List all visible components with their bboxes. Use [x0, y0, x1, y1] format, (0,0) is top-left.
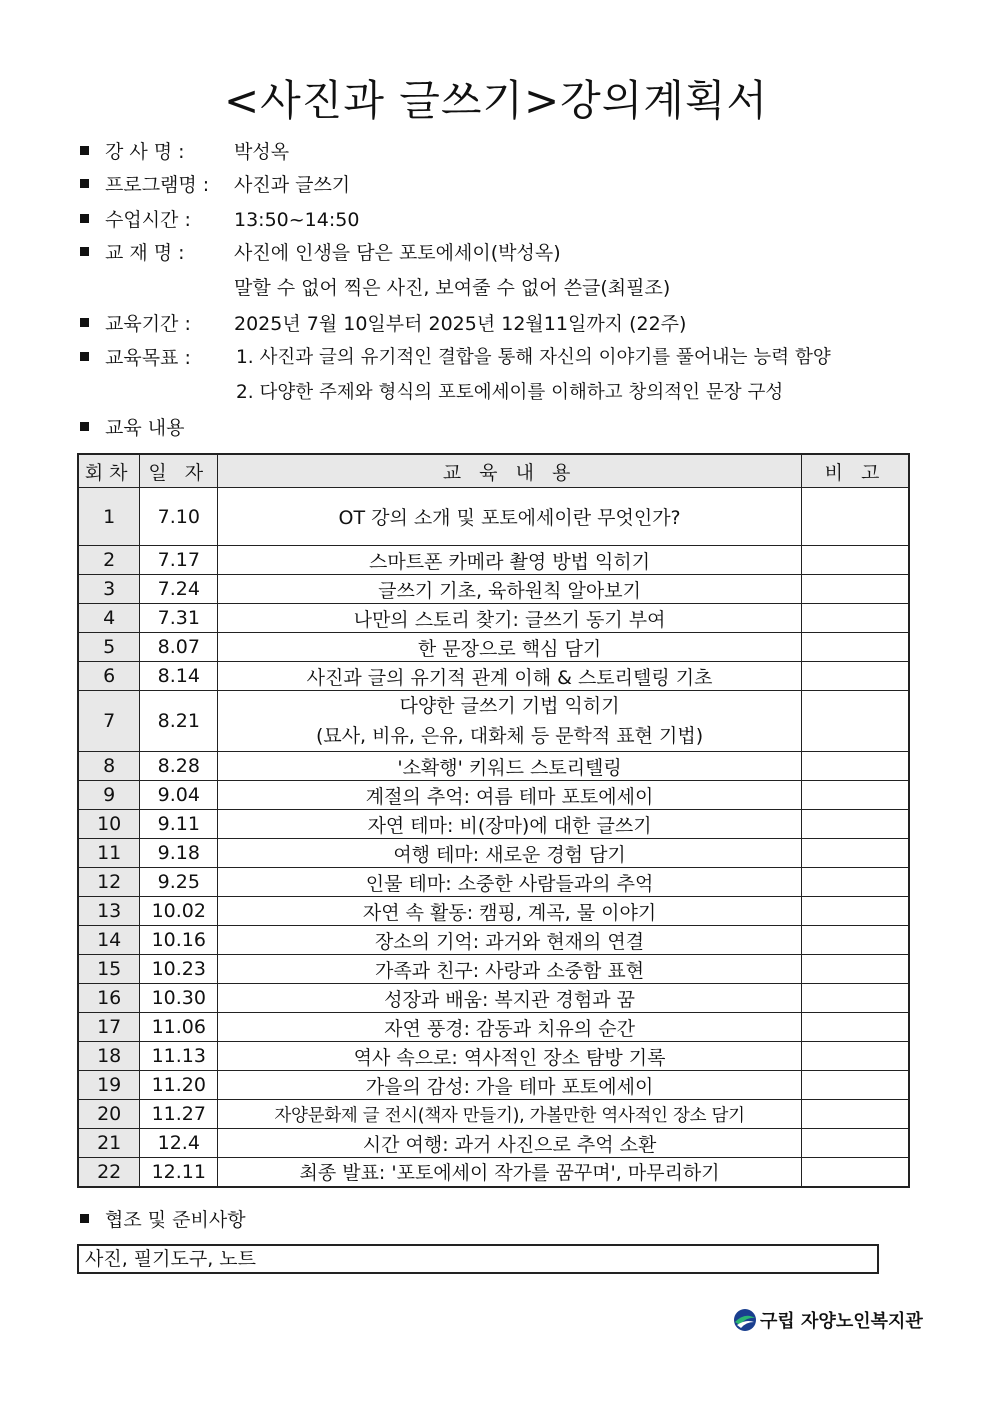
- session-number: 18: [78, 1042, 140, 1071]
- program-label: 프로그램명 :: [105, 174, 210, 196]
- bullet-icon: [80, 318, 89, 327]
- session-date: 8.14: [140, 662, 218, 691]
- textbook-value-2: 말할 수 없어 찍은 사진, 보여줄 수 없어 쓴글(최필조): [234, 277, 671, 299]
- session-note: [801, 488, 909, 546]
- session-content: 역사 속으로: 역사적인 장소 탐방 기록: [218, 1042, 802, 1071]
- table-row: [78, 488, 909, 546]
- goal-row: [80, 343, 225, 373]
- session-note: [801, 781, 909, 810]
- table-row: [78, 1042, 909, 1071]
- header-content: 교 육 내 용: [218, 454, 802, 488]
- bullet-icon: [80, 214, 89, 223]
- session-date: 8.07: [140, 633, 218, 662]
- session-content: 스마트폰 카메라 촬영 방법 익히기: [218, 546, 802, 575]
- session-content: 자양문화제 글 전시(책자 만들기), 가볼만한 역사적인 장소 담기: [218, 1100, 802, 1129]
- session-note: [801, 955, 909, 984]
- table-row: [78, 691, 909, 752]
- session-date: 10.02: [140, 897, 218, 926]
- session-note: [801, 839, 909, 868]
- session-content: 성장과 배움: 복지관 경험과 꿈: [218, 984, 802, 1013]
- session-content: 최종 발표: '포토에세이 작가를 꿈꾸며', 마무리하기: [218, 1158, 802, 1187]
- table-row: [78, 926, 909, 955]
- session-content: 사진과 글의 유기적 관계 이해 & 스토리텔링 기초: [218, 662, 802, 691]
- table-row: [78, 781, 909, 810]
- table-row: [78, 752, 909, 781]
- content-heading: 교육 내용: [105, 417, 185, 439]
- session-note: [801, 1013, 909, 1042]
- session-content-line-1: 다양한 글쓰기 기법 익히기: [399, 695, 620, 717]
- session-number: 15: [78, 955, 140, 984]
- table-row: [78, 1013, 909, 1042]
- bullet-icon: [80, 352, 89, 361]
- session-date: 9.11: [140, 810, 218, 839]
- program-row: [80, 170, 225, 200]
- session-note: [801, 633, 909, 662]
- table-row: [78, 810, 909, 839]
- table-row: [78, 897, 909, 926]
- session-number: 11: [78, 839, 140, 868]
- bullet-icon: [80, 422, 89, 431]
- session-number: 4: [78, 604, 140, 633]
- session-number: 17: [78, 1013, 140, 1042]
- session-date: 10.30: [140, 984, 218, 1013]
- session-number: 14: [78, 926, 140, 955]
- session-number: 13: [78, 897, 140, 926]
- bullet-icon: [80, 146, 89, 155]
- time-label: 수업시간 :: [105, 209, 191, 231]
- session-note: [801, 575, 909, 604]
- session-note: [801, 752, 909, 781]
- textbook-row: [80, 238, 225, 268]
- session-note: [801, 1100, 909, 1129]
- table-row: [78, 839, 909, 868]
- goal-value-1: 1. 사진과 글의 유기적인 결합을 통해 자신의 이야기를 풀어내는 능력 함양: [236, 347, 831, 368]
- table-row: [78, 984, 909, 1013]
- table-row: [78, 1129, 909, 1158]
- table-row: [78, 955, 909, 984]
- session-content: [218, 691, 802, 752]
- session-number: 16: [78, 984, 140, 1013]
- table-row: [78, 546, 909, 575]
- session-note: [801, 662, 909, 691]
- session-date: 10.16: [140, 926, 218, 955]
- session-note: [801, 546, 909, 575]
- table-row: [78, 1100, 909, 1129]
- bullet-icon: [80, 247, 89, 256]
- session-number: 19: [78, 1071, 140, 1100]
- session-note: [801, 897, 909, 926]
- time-value: 13:50~14:50: [234, 209, 360, 231]
- content-heading-row: [80, 413, 184, 443]
- session-content: 자연 속 활동: 캠핑, 계곡, 물 이야기: [218, 897, 802, 926]
- session-content: 나만의 스토리 찾기: 글쓰기 동기 부여: [218, 604, 802, 633]
- session-note: [801, 1158, 909, 1187]
- session-note: [801, 1129, 909, 1158]
- goal-label: 교육목표 :: [105, 347, 191, 369]
- session-content: 인물 테마: 소중한 사람들과의 추억: [218, 868, 802, 897]
- session-note: [801, 984, 909, 1013]
- session-number: 10: [78, 810, 140, 839]
- session-date: 12.4: [140, 1129, 218, 1158]
- instructor-row: [80, 137, 225, 167]
- session-content: OT 강의 소개 및 포토에세이란 무엇인가?: [218, 488, 802, 546]
- instructor-label: 강 사 명 :: [105, 141, 185, 163]
- session-content: 가을의 감성: 가을 테마 포토에세이: [218, 1071, 802, 1100]
- prep-box: 사진, 필기도구, 노트: [77, 1244, 879, 1274]
- textbook-label: 교 재 명 :: [105, 242, 185, 264]
- table-row: [78, 604, 909, 633]
- header-session: 회차: [78, 454, 140, 488]
- session-number: 12: [78, 868, 140, 897]
- session-note: [801, 926, 909, 955]
- session-number: 7: [78, 691, 140, 752]
- session-date: 7.24: [140, 575, 218, 604]
- session-date: 9.04: [140, 781, 218, 810]
- session-number: 22: [78, 1158, 140, 1187]
- goal-value-2: 2. 다양한 주제와 형식의 포토에세이를 이해하고 창의적인 문장 구성: [236, 382, 784, 403]
- session-note: [801, 810, 909, 839]
- session-date: 9.18: [140, 839, 218, 868]
- program-value: 사진과 글쓰기: [234, 174, 351, 196]
- session-content: 여행 테마: 새로운 경험 담기: [218, 839, 802, 868]
- session-content: '소확행' 키워드 스토리텔링: [218, 752, 802, 781]
- session-number: 20: [78, 1100, 140, 1129]
- page-title: <사진과 글쓰기>강의계획서: [223, 76, 769, 125]
- time-row: [80, 205, 225, 235]
- period-value: 2025년 7월 10일부터 2025년 12월11일까지 (22주): [234, 313, 687, 335]
- bullet-icon: [80, 1214, 89, 1223]
- session-date: 11.27: [140, 1100, 218, 1129]
- session-content: 자연 테마: 비(장마)에 대한 글쓰기: [218, 810, 802, 839]
- session-number: 3: [78, 575, 140, 604]
- prep-heading: 협조 및 준비사항: [105, 1209, 246, 1231]
- session-date: 7.17: [140, 546, 218, 575]
- table-row: [78, 1158, 909, 1187]
- session-note: [801, 1042, 909, 1071]
- session-content: 계절의 추억: 여름 테마 포토에세이: [218, 781, 802, 810]
- org-name: 구립 자양노인복지관: [760, 1311, 923, 1332]
- session-date: 11.13: [140, 1042, 218, 1071]
- session-number: 9: [78, 781, 140, 810]
- period-row: [80, 309, 225, 339]
- period-label: 교육기간 :: [105, 313, 191, 335]
- session-content: 자연 풍경: 감동과 치유의 순간: [218, 1013, 802, 1042]
- header-date: 일 자: [140, 454, 218, 488]
- table-row: [78, 633, 909, 662]
- session-date: 7.10: [140, 488, 218, 546]
- table-row: [78, 662, 909, 691]
- session-date: 11.20: [140, 1071, 218, 1100]
- session-date: 9.25: [140, 868, 218, 897]
- prep-heading-row: [80, 1205, 246, 1235]
- session-number: 2: [78, 546, 140, 575]
- table-row: [78, 1071, 909, 1100]
- session-date: 10.23: [140, 955, 218, 984]
- instructor-value: 박성옥: [234, 141, 290, 163]
- session-date: 8.28: [140, 752, 218, 781]
- session-number: 5: [78, 633, 140, 662]
- session-content: 장소의 기억: 과거와 현재의 연결: [218, 926, 802, 955]
- session-date: 8.21: [140, 691, 218, 752]
- session-note: [801, 1071, 909, 1100]
- org-logo-icon: [732, 1307, 758, 1333]
- session-note: [801, 691, 909, 752]
- session-date: 12.11: [140, 1158, 218, 1187]
- session-number: 1: [78, 488, 140, 546]
- table-row: [78, 575, 909, 604]
- session-content: 한 문장으로 핵심 담기: [218, 633, 802, 662]
- session-number: 21: [78, 1129, 140, 1158]
- session-number: 8: [78, 752, 140, 781]
- session-note: [801, 604, 909, 633]
- table-row: [78, 868, 909, 897]
- session-content: 글쓰기 기초, 육하원칙 알아보기: [218, 575, 802, 604]
- session-date: 7.31: [140, 604, 218, 633]
- footer-org: [732, 1305, 923, 1335]
- textbook-value-1: 사진에 인생을 담은 포토에세이(박성옥): [234, 242, 561, 264]
- session-content: 가족과 친구: 사랑과 소중함 표현: [218, 955, 802, 984]
- session-content-line-2: (묘사, 비유, 은유, 대화체 등 문학적 표현 기법): [315, 725, 704, 747]
- bullet-icon: [80, 179, 89, 188]
- header-note: 비 고: [801, 454, 909, 488]
- session-date: 11.06: [140, 1013, 218, 1042]
- session-content: 시간 여행: 과거 사진으로 추억 소환: [218, 1129, 802, 1158]
- session-number: 6: [78, 662, 140, 691]
- session-note: [801, 868, 909, 897]
- schedule-table: [77, 453, 910, 1188]
